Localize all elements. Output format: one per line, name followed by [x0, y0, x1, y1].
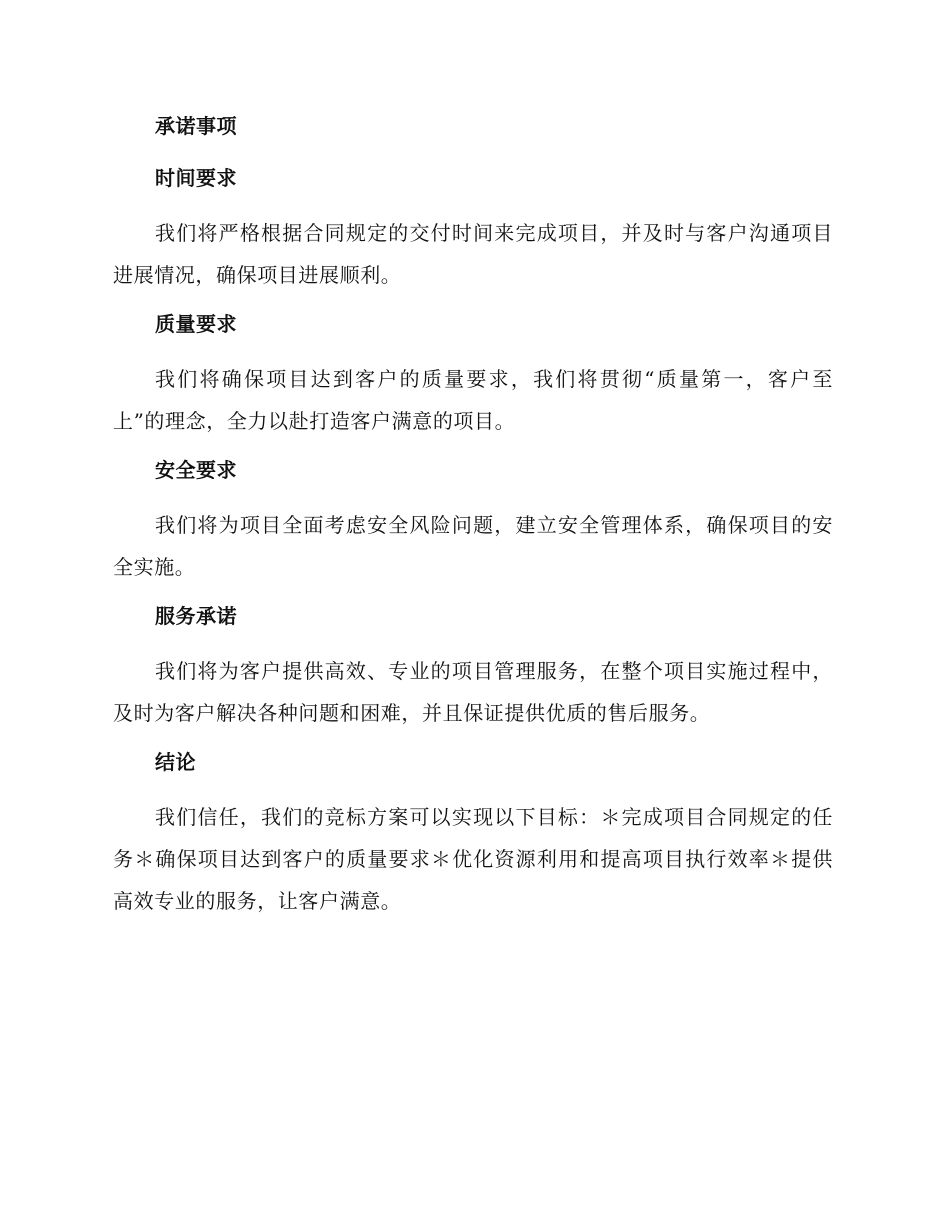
- document-content: [113, 108, 833, 932]
- section-heading-quality: 质量要求: [155, 312, 237, 336]
- section-body-time: 我们将严格根据合同规定的交付时间来完成项目，并及时与客户沟通项目进展情况，确保项目进展顺利。: [113, 221, 833, 287]
- section-heading-service: 服务承诺: [155, 604, 237, 628]
- section-body-service: 我们将为客户提供高效、专业的项目管理服务，在整个项目实施过程中，及时为客户解决各种问题和困难，并且保证提供优质的售后服务。: [113, 659, 833, 725]
- section-body-conclusion: 我们信任，我们的竞标方案可以实现以下目标：＊完成项目合同规定的任务＊确保项目达到客户的质量要求＊优化资源利用和提高项目执行效率＊提供高效专业的服务，让客户满意。: [113, 805, 833, 913]
- section-heading-time: 时间要求: [155, 166, 237, 190]
- section-body-safety: 我们将为项目全面考虑安全风险问题，建立安全管理体系，确保项目的安全实施。: [113, 513, 833, 579]
- section-heading-conclusion: 结论: [155, 750, 196, 774]
- section-body-quality: 我们将确保项目达到客户的质量要求，我们将贯彻“质量第一，客户至上”的理念，全力以赴打造客户满意的项目。: [113, 367, 833, 433]
- section-heading-commitments: 承诺事项: [155, 114, 237, 138]
- section-heading-safety: 安全要求: [155, 458, 237, 482]
